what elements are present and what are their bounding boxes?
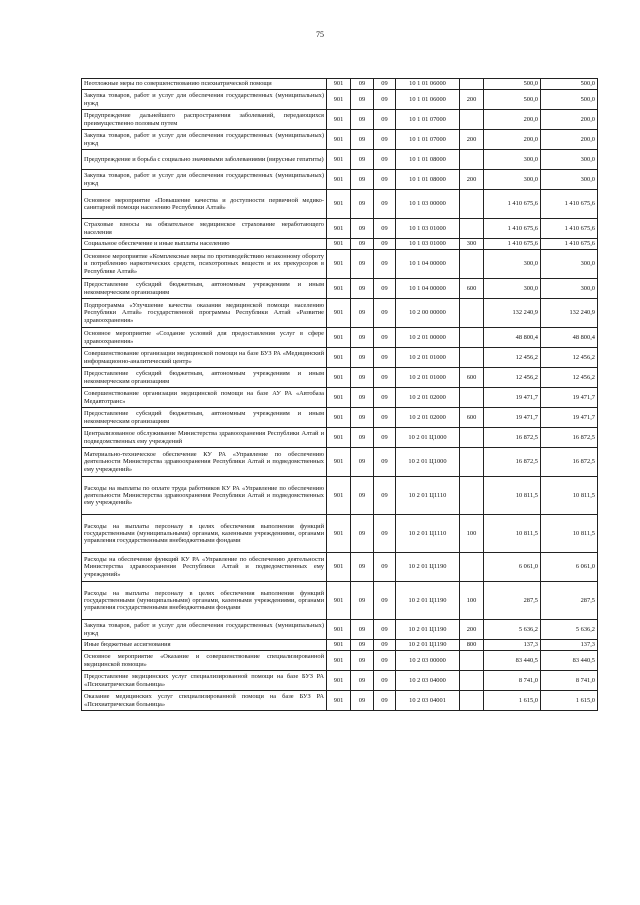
row-name-cell: Основное мероприятие «Повышение качества и доступности первичной медико-санитарной помощи населению Республики Алтай»: [82, 190, 327, 219]
row-amount-year1-cell: 10 811,5: [484, 515, 541, 553]
row-amount-year2-cell: 200,0: [541, 110, 598, 130]
row-subsection-cell: 09: [374, 553, 396, 582]
table-row: [82, 620, 598, 640]
row-subsection-cell: 09: [374, 640, 396, 651]
row-amount-year1-cell: 48 800,4: [484, 328, 541, 348]
row-name-cell: Предоставление субсидий бюджетным, автономным учреждениям и иным некоммерческим организациям: [82, 368, 327, 388]
row-target-article-cell: 10 2 01 Ц1000: [396, 448, 460, 477]
row-amount-year1-cell: 300,0: [484, 279, 541, 299]
row-target-article-cell: 10 1 03 01000: [396, 219, 460, 239]
row-section-cell: 09: [351, 553, 374, 582]
row-amount-year2-cell: 10 811,5: [541, 515, 598, 553]
row-expense-type-cell: [460, 388, 484, 408]
row-expense-type-cell: 600: [460, 408, 484, 428]
row-section-cell: 09: [351, 110, 374, 130]
table-row: [82, 640, 598, 651]
row-expense-type-cell: [460, 110, 484, 130]
row-expense-type-cell: [460, 428, 484, 448]
row-subsection-cell: 09: [374, 150, 396, 170]
row-section-cell: 09: [351, 620, 374, 640]
row-subsection-cell: 09: [374, 219, 396, 239]
row-expense-type-cell: [460, 328, 484, 348]
row-target-article-cell: 10 2 03 04001: [396, 691, 460, 711]
row-section-cell: 09: [351, 428, 374, 448]
row-amount-year1-cell: 300,0: [484, 250, 541, 279]
row-target-article-cell: 10 2 01 Ц1110: [396, 515, 460, 553]
row-subsection-cell: 09: [374, 328, 396, 348]
row-name-cell: Расходы на выплаты персоналу в целях обеспечения выполнения функций государственными (муниципальными) органами, казенными учреждениями, органами управления государственными внебюджетными фондами: [82, 515, 327, 553]
row-target-article-cell: 10 1 01 07000: [396, 130, 460, 150]
row-amount-year1-cell: 300,0: [484, 150, 541, 170]
row-amount-year2-cell: 10 811,5: [541, 477, 598, 515]
row-grbs-cell: 901: [327, 190, 351, 219]
table-row: [82, 239, 598, 250]
row-amount-year1-cell: 300,0: [484, 170, 541, 190]
row-section-cell: 09: [351, 477, 374, 515]
row-name-cell: Расходы на выплаты персоналу в целях обеспечения выполнения функций государственными (муниципальными) органами, казенными учреждениями, органами управления государственными внебюджетными фондами: [82, 582, 327, 620]
row-name-cell: Предупреждение дальнейшего распространения заболеваний, передающихся преимущественно половым путем: [82, 110, 327, 130]
table-row: [82, 90, 598, 110]
page-number: 75: [316, 30, 324, 39]
row-name-cell: Предупреждение и борьба с социально значимыми заболеваниями (вирусные гепатиты): [82, 150, 327, 170]
table-row: [82, 130, 598, 150]
row-target-article-cell: 10 2 03 04000: [396, 671, 460, 691]
table-row: [82, 79, 598, 90]
row-name-cell: Оказание медицинских услуг специализированной помощи на базе БУЗ РА «Психиатрическая больница»: [82, 691, 327, 711]
row-amount-year1-cell: 1 615,0: [484, 691, 541, 711]
row-amount-year1-cell: 200,0: [484, 130, 541, 150]
row-amount-year2-cell: 287,5: [541, 582, 598, 620]
row-target-article-cell: 10 2 01 Ц1110: [396, 477, 460, 515]
row-amount-year1-cell: 500,0: [484, 79, 541, 90]
row-subsection-cell: 09: [374, 130, 396, 150]
row-target-article-cell: 10 2 01 01000: [396, 348, 460, 368]
row-section-cell: 09: [351, 582, 374, 620]
row-expense-type-cell: 100: [460, 582, 484, 620]
row-name-cell: Неотложные меры по совершенствованию психиатрической помощи: [82, 79, 327, 90]
row-amount-year1-cell: 19 471,7: [484, 388, 541, 408]
row-grbs-cell: 901: [327, 170, 351, 190]
row-amount-year1-cell: 19 471,7: [484, 408, 541, 428]
row-name-cell: Предоставление субсидий бюджетным, автономным учреждениям и иным некоммерческим организациям: [82, 279, 327, 299]
row-subsection-cell: 09: [374, 190, 396, 219]
row-name-cell: Централизованное обслуживание Министерства здравоохранения Республики Алтай и подведомственных ему учреждений: [82, 428, 327, 448]
row-amount-year2-cell: 8 741,0: [541, 671, 598, 691]
row-amount-year2-cell: 1 615,0: [541, 691, 598, 711]
row-target-article-cell: 10 1 01 06000: [396, 79, 460, 90]
row-target-article-cell: 10 1 01 06000: [396, 90, 460, 110]
row-target-article-cell: 10 2 01 Ц1190: [396, 553, 460, 582]
row-section-cell: 09: [351, 150, 374, 170]
row-amount-year2-cell: 300,0: [541, 170, 598, 190]
row-target-article-cell: 10 2 01 Ц1190: [396, 620, 460, 640]
row-subsection-cell: 09: [374, 299, 396, 328]
row-section-cell: 09: [351, 130, 374, 150]
table-row: [82, 671, 598, 691]
row-expense-type-cell: [460, 79, 484, 90]
row-amount-year1-cell: 16 872,5: [484, 448, 541, 477]
table-row: [82, 477, 598, 515]
row-grbs-cell: 901: [327, 408, 351, 428]
row-section-cell: 09: [351, 515, 374, 553]
row-target-article-cell: 10 2 01 02000: [396, 408, 460, 428]
row-grbs-cell: 901: [327, 239, 351, 250]
table-row: [82, 448, 598, 477]
table-row: [82, 582, 598, 620]
row-amount-year2-cell: 16 872,5: [541, 448, 598, 477]
row-name-cell: Основное мероприятие «Создание условий для предоставления услуг в сфере здравоохранения»: [82, 328, 327, 348]
row-expense-type-cell: 200: [460, 90, 484, 110]
row-subsection-cell: 09: [374, 428, 396, 448]
row-expense-type-cell: 800: [460, 640, 484, 651]
row-amount-year2-cell: 83 440,5: [541, 651, 598, 671]
row-amount-year2-cell: 1 410 675,6: [541, 239, 598, 250]
row-expense-type-cell: [460, 553, 484, 582]
row-subsection-cell: 09: [374, 671, 396, 691]
row-target-article-cell: 10 1 01 08000: [396, 170, 460, 190]
row-expense-type-cell: [460, 671, 484, 691]
row-amount-year2-cell: 16 872,5: [541, 428, 598, 448]
table-row: [82, 651, 598, 671]
row-section-cell: 09: [351, 408, 374, 428]
row-name-cell: Закупка товаров, работ и услуг для обеспечения государственных (муниципальных) нужд: [82, 170, 327, 190]
row-subsection-cell: 09: [374, 408, 396, 428]
row-amount-year2-cell: 500,0: [541, 90, 598, 110]
table-row: [82, 348, 598, 368]
row-grbs-cell: 901: [327, 388, 351, 408]
row-section-cell: 09: [351, 190, 374, 219]
row-section-cell: 09: [351, 448, 374, 477]
row-grbs-cell: 901: [327, 553, 351, 582]
row-subsection-cell: 09: [374, 239, 396, 250]
row-subsection-cell: 09: [374, 515, 396, 553]
row-name-cell: Иные бюджетные ассигнования: [82, 640, 327, 651]
row-section-cell: 09: [351, 640, 374, 651]
row-amount-year2-cell: 12 456,2: [541, 348, 598, 368]
row-target-article-cell: 10 1 04 00000: [396, 279, 460, 299]
row-expense-type-cell: [460, 219, 484, 239]
row-section-cell: 09: [351, 651, 374, 671]
row-expense-type-cell: 600: [460, 279, 484, 299]
row-section-cell: 09: [351, 691, 374, 711]
row-name-cell: Подпрограмма «Улучшение качества оказания медицинской помощи населению Республики Алтай» государственной программы Республики Алтай «Развитие здравоохранения»: [82, 299, 327, 328]
row-grbs-cell: 901: [327, 640, 351, 651]
row-section-cell: 09: [351, 250, 374, 279]
row-grbs-cell: 901: [327, 150, 351, 170]
row-amount-year1-cell: 1 410 675,6: [484, 239, 541, 250]
row-amount-year2-cell: 132 240,9: [541, 299, 598, 328]
row-subsection-cell: 09: [374, 110, 396, 130]
row-expense-type-cell: 200: [460, 130, 484, 150]
table-row: [82, 408, 598, 428]
table-row: [82, 279, 598, 299]
table-body: [82, 79, 598, 711]
row-grbs-cell: 901: [327, 671, 351, 691]
row-expense-type-cell: 100: [460, 515, 484, 553]
row-expense-type-cell: [460, 477, 484, 515]
row-target-article-cell: 10 2 01 Ц1190: [396, 582, 460, 620]
table-row: [82, 515, 598, 553]
row-expense-type-cell: 200: [460, 170, 484, 190]
row-section-cell: 09: [351, 348, 374, 368]
row-grbs-cell: 901: [327, 328, 351, 348]
table-row: [82, 250, 598, 279]
table-row: [82, 150, 598, 170]
row-name-cell: Совершенствование организации медицинской помощи на базе АУ РА «Автобаза Медавтотранс»: [82, 388, 327, 408]
row-amount-year2-cell: 137,3: [541, 640, 598, 651]
row-subsection-cell: 09: [374, 348, 396, 368]
row-amount-year2-cell: 300,0: [541, 150, 598, 170]
row-amount-year1-cell: 8 741,0: [484, 671, 541, 691]
row-amount-year1-cell: 1 410 675,6: [484, 190, 541, 219]
row-amount-year2-cell: 200,0: [541, 130, 598, 150]
row-subsection-cell: 09: [374, 620, 396, 640]
row-amount-year1-cell: 10 811,5: [484, 477, 541, 515]
table-row: [82, 170, 598, 190]
row-target-article-cell: 10 1 03 00000: [396, 190, 460, 219]
row-amount-year2-cell: 1 410 675,6: [541, 190, 598, 219]
row-amount-year1-cell: 6 061,0: [484, 553, 541, 582]
row-grbs-cell: 901: [327, 250, 351, 279]
row-target-article-cell: 10 2 01 Ц1000: [396, 428, 460, 448]
row-amount-year2-cell: 48 800,4: [541, 328, 598, 348]
row-section-cell: 09: [351, 368, 374, 388]
row-section-cell: 09: [351, 90, 374, 110]
table-row: [82, 368, 598, 388]
row-subsection-cell: 09: [374, 170, 396, 190]
row-target-article-cell: 10 1 01 07000: [396, 110, 460, 130]
row-amount-year2-cell: 19 471,7: [541, 408, 598, 428]
row-grbs-cell: 901: [327, 515, 351, 553]
row-name-cell: Социальное обеспечение и иные выплаты населению: [82, 239, 327, 250]
row-target-article-cell: 10 2 01 02000: [396, 388, 460, 408]
row-target-article-cell: 10 1 03 01000: [396, 239, 460, 250]
row-subsection-cell: 09: [374, 250, 396, 279]
row-section-cell: 09: [351, 299, 374, 328]
row-grbs-cell: 901: [327, 477, 351, 515]
row-expense-type-cell: [460, 250, 484, 279]
row-amount-year1-cell: 16 872,5: [484, 428, 541, 448]
row-name-cell: Предоставление субсидий бюджетным, автономным учреждениям и иным некоммерческим организациям: [82, 408, 327, 428]
row-name-cell: Предоставление медицинских услуг специализированной помощи на базе БУЗ РА «Психиатрическая больница»: [82, 671, 327, 691]
row-amount-year1-cell: 287,5: [484, 582, 541, 620]
row-amount-year2-cell: 12 456,2: [541, 368, 598, 388]
row-name-cell: Расходы на обеспечение функций КУ РА «Управление по обеспечению деятельности Министерства здравоохранения Республики Алтай и подведомственных ему учреждений»: [82, 553, 327, 582]
row-section-cell: 09: [351, 328, 374, 348]
table-row: [82, 299, 598, 328]
row-grbs-cell: 901: [327, 90, 351, 110]
row-amount-year1-cell: 500,0: [484, 90, 541, 110]
row-name-cell: Закупка товаров, работ и услуг для обеспечения государственных (муниципальных) нужд: [82, 90, 327, 110]
row-amount-year1-cell: 1 410 675,6: [484, 219, 541, 239]
row-subsection-cell: 09: [374, 582, 396, 620]
table-row: [82, 328, 598, 348]
row-section-cell: 09: [351, 671, 374, 691]
row-amount-year1-cell: 12 456,2: [484, 348, 541, 368]
table-row: [82, 110, 598, 130]
row-section-cell: 09: [351, 279, 374, 299]
row-amount-year1-cell: 83 440,5: [484, 651, 541, 671]
row-expense-type-cell: [460, 448, 484, 477]
row-name-cell: Материально-техническое обеспечение КУ РА «Управление по обеспечению деятельности Министерства здравоохранения Республики Алтай и подведомственных ему учреждений»: [82, 448, 327, 477]
row-amount-year2-cell: 300,0: [541, 279, 598, 299]
row-target-article-cell: 10 1 01 08000: [396, 150, 460, 170]
row-grbs-cell: 901: [327, 299, 351, 328]
row-expense-type-cell: [460, 150, 484, 170]
row-expense-type-cell: [460, 190, 484, 219]
row-name-cell: Закупка товаров, работ и услуг для обеспечения государственных (муниципальных) нужд: [82, 620, 327, 640]
row-amount-year1-cell: 5 636,2: [484, 620, 541, 640]
row-amount-year1-cell: 137,3: [484, 640, 541, 651]
row-section-cell: 09: [351, 388, 374, 408]
row-target-article-cell: 10 2 01 01000: [396, 368, 460, 388]
table-row: [82, 691, 598, 711]
row-target-article-cell: 10 2 01 00000: [396, 328, 460, 348]
row-amount-year2-cell: 19 471,7: [541, 388, 598, 408]
row-grbs-cell: 901: [327, 448, 351, 477]
row-amount-year1-cell: 132 240,9: [484, 299, 541, 328]
row-section-cell: 09: [351, 170, 374, 190]
row-grbs-cell: 901: [327, 620, 351, 640]
row-grbs-cell: 901: [327, 428, 351, 448]
row-grbs-cell: 901: [327, 582, 351, 620]
row-subsection-cell: 09: [374, 477, 396, 515]
row-expense-type-cell: [460, 299, 484, 328]
row-grbs-cell: 901: [327, 651, 351, 671]
table-row: [82, 553, 598, 582]
row-target-article-cell: 10 2 00 00000: [396, 299, 460, 328]
row-target-article-cell: 10 2 01 Ц1190: [396, 640, 460, 651]
row-amount-year1-cell: 12 456,2: [484, 368, 541, 388]
row-expense-type-cell: 200: [460, 620, 484, 640]
row-expense-type-cell: [460, 348, 484, 368]
row-name-cell: Основное мероприятие «Комплексные меры по противодействию незаконному обороту и потреблению наркотических средств, психотропных веществ и их прекурсоров в Республике Алтай»: [82, 250, 327, 279]
row-grbs-cell: 901: [327, 219, 351, 239]
row-section-cell: 09: [351, 219, 374, 239]
row-amount-year2-cell: 5 636,2: [541, 620, 598, 640]
row-grbs-cell: 901: [327, 279, 351, 299]
row-name-cell: Закупка товаров, работ и услуг для обеспечения государственных (муниципальных) нужд: [82, 130, 327, 150]
budget-table: [81, 78, 598, 711]
row-name-cell: Страховые взносы на обязательное медицинское страхование неработающего населения: [82, 219, 327, 239]
row-grbs-cell: 901: [327, 79, 351, 90]
row-target-article-cell: 10 2 03 00000: [396, 651, 460, 671]
row-name-cell: Основное мероприятие «Оказание и совершенствование специализированной медицинской помощи»: [82, 651, 327, 671]
row-subsection-cell: 09: [374, 448, 396, 477]
row-subsection-cell: 09: [374, 691, 396, 711]
row-grbs-cell: 901: [327, 110, 351, 130]
table-row: [82, 388, 598, 408]
row-subsection-cell: 09: [374, 79, 396, 90]
row-amount-year2-cell: 500,0: [541, 79, 598, 90]
row-grbs-cell: 901: [327, 348, 351, 368]
table-row: [82, 190, 598, 219]
row-section-cell: 09: [351, 79, 374, 90]
row-amount-year2-cell: 300,0: [541, 250, 598, 279]
row-target-article-cell: 10 1 04 00000: [396, 250, 460, 279]
row-amount-year2-cell: 6 061,0: [541, 553, 598, 582]
table-row: [82, 428, 598, 448]
table-row: [82, 219, 598, 239]
row-grbs-cell: 901: [327, 691, 351, 711]
row-expense-type-cell: 600: [460, 368, 484, 388]
row-amount-year1-cell: 200,0: [484, 110, 541, 130]
row-subsection-cell: 09: [374, 90, 396, 110]
row-expense-type-cell: [460, 651, 484, 671]
row-name-cell: Расходы на выплаты по оплате труда работников КУ РА «Управление по обеспечению деятельности Министерства здравоохранения Республики Алтай и подведомственных ему учреждений»: [82, 477, 327, 515]
row-expense-type-cell: [460, 691, 484, 711]
row-subsection-cell: 09: [374, 388, 396, 408]
row-expense-type-cell: 300: [460, 239, 484, 250]
row-amount-year2-cell: 1 410 675,6: [541, 219, 598, 239]
row-grbs-cell: 901: [327, 130, 351, 150]
row-grbs-cell: 901: [327, 368, 351, 388]
row-section-cell: 09: [351, 239, 374, 250]
row-subsection-cell: 09: [374, 651, 396, 671]
row-subsection-cell: 09: [374, 279, 396, 299]
row-name-cell: Совершенствование организации медицинской помощи на базе БУЗ РА «Медицинский информационно-аналитический центр»: [82, 348, 327, 368]
row-subsection-cell: 09: [374, 368, 396, 388]
